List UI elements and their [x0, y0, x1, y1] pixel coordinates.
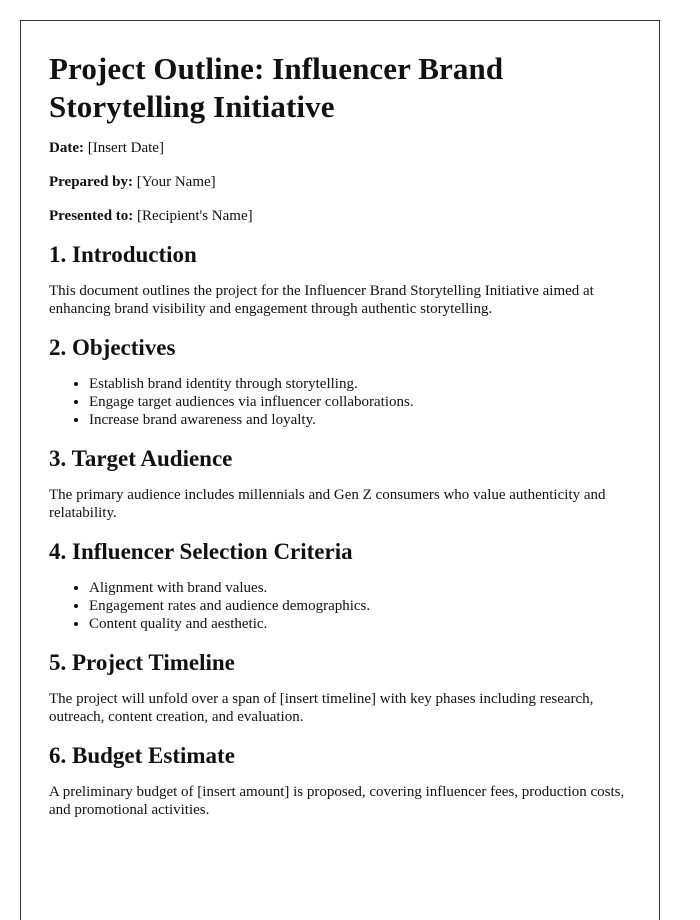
- section-heading-objectives: 2. Objectives: [49, 335, 176, 360]
- list-item: • Content quality and aesthetic.: [89, 615, 631, 633]
- meta-prepared-by-label: Prepared by:: [49, 174, 134, 190]
- list-item: • Establish brand identity through storytelling.: [89, 375, 631, 393]
- document-title: Project Outline: Influencer Brand Storytelling Initiative: [49, 51, 504, 124]
- list-item: • Engagement rates and audience demographics.: [89, 597, 631, 615]
- section-text-audience: The primary audience includes millennials and Gen Z consumers who value authenticity and relatability.: [49, 487, 606, 521]
- meta-prepared-by: [49, 173, 631, 191]
- criteria-list: [49, 579, 631, 633]
- section-heading-criteria: 4. Influencer Selection Criteria: [49, 539, 353, 564]
- section-text-introduction: This document outlines the project for the Influencer Brand Storytelling Initiative aimed at enhancing brand visibility and engagement through authentic storytelling.: [49, 283, 594, 317]
- meta-presented-to: [49, 207, 631, 225]
- section-heading-introduction: 1. Introduction: [49, 242, 197, 267]
- meta-date: [49, 139, 631, 157]
- section-text-timeline: The project will unfold over a span of [insert timeline] with key phases including research, outreach, content creation, and evaluation.: [49, 691, 594, 725]
- objectives-list: [49, 375, 631, 429]
- section-text-budget: A preliminary budget of [insert amount] is proposed, covering influencer fees, production costs, and promotional activities.: [49, 784, 625, 818]
- section-heading-timeline: 5. Project Timeline: [49, 650, 235, 675]
- list-item: • Increase brand awareness and loyalty.: [89, 411, 631, 429]
- section-heading-audience: 3. Target Audience: [49, 446, 233, 471]
- list-item: • Engage target audiences via influencer collaborations.: [89, 393, 631, 411]
- meta-date-value: [Insert Date]: [87, 140, 164, 156]
- meta-presented-to-value: [Recipient's Name]: [137, 208, 253, 224]
- document-page: [20, 20, 660, 920]
- list-item: • Alignment with brand values.: [89, 579, 631, 597]
- meta-date-label: Date:: [49, 140, 84, 156]
- meta-presented-to-label: Presented to:: [49, 208, 134, 224]
- section-heading-budget: 6. Budget Estimate: [49, 743, 235, 768]
- meta-prepared-by-value: [Your Name]: [136, 174, 216, 190]
